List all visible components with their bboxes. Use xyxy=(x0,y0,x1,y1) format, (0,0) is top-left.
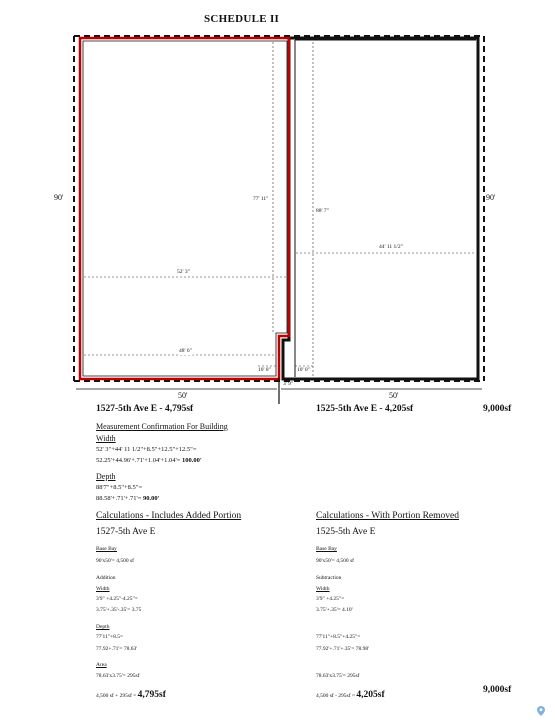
left-width-label: 50' xyxy=(178,391,188,400)
depth-line-1: 88'7"+8.5"+8.5"= xyxy=(96,484,143,491)
calc-left-a2-calc: 4,500 sf + 295sf = xyxy=(96,693,138,699)
width-line-2 xyxy=(96,458,202,465)
width-line-1: 52' 3"+44' 11 1/2"+8.5"+12.5"+12.5"= xyxy=(96,446,197,453)
calc-left-result: 4,795sf xyxy=(137,690,166,700)
calc-left-d2: 77.92+.71'= 78.63' xyxy=(96,646,138,652)
calc-right-d1: 77'11"+8.5"+4.25"= xyxy=(316,634,361,640)
dim-52-label: 52' 3" xyxy=(177,269,190,275)
right-height-label: 90' xyxy=(486,193,496,202)
calc-right-result: 4,205sf xyxy=(356,690,385,700)
calc-right-base-calc: 90'x50'= 4,500 sf xyxy=(316,558,354,564)
dim-48-label: 48' 6" xyxy=(179,348,192,354)
calc-left-a1: 78.63'x3.75'= 295sf xyxy=(96,673,140,679)
left-lot-label: 1527-5th Ave E - 4,795sf xyxy=(96,404,194,414)
calc-left-depth: Depth xyxy=(96,624,110,630)
depth-line-2 xyxy=(96,496,159,503)
calc-left-base-bay: Base Bay xyxy=(96,546,117,552)
left-lot-outline xyxy=(80,38,289,379)
calc-right-d2: 77.92'+.71'+.35'= 78.98' xyxy=(316,646,370,652)
left-lot-inner xyxy=(83,41,287,376)
depth-heading: Depth xyxy=(96,472,116,481)
dim-10b-label: 10' 0" xyxy=(297,367,310,373)
dim-88-label: 88' 7" xyxy=(316,208,329,214)
calc-right-base-bay: Base Bay xyxy=(316,546,337,552)
calc-left-section: Addition xyxy=(96,575,116,581)
calc-left-width: Width xyxy=(96,586,110,592)
confirmation-heading: Measurement Confirmation For Building xyxy=(96,422,228,431)
depth-total: 90.00' xyxy=(143,495,160,502)
calc-right-heading: Calculations - With Portion Removed xyxy=(316,511,459,521)
calc-left-w2: 3.75'+.35'-.35'= 3.75 xyxy=(96,607,142,613)
gap-label: 3' 9" xyxy=(283,381,294,387)
lots-total: 9,000sf xyxy=(483,404,512,414)
page-title: SCHEDULE II xyxy=(204,13,280,25)
calc-left-address: 1527-5th Ave E xyxy=(96,527,156,537)
calc-right-a1: 78.63'x3.75'= 295sf xyxy=(316,673,360,679)
calc-right-w2: 3.75'+.35'= 4.10' xyxy=(316,607,353,613)
dim-44-label: 44' 11 1/2" xyxy=(379,244,403,250)
calc-right-section: Subtraction xyxy=(316,575,342,581)
calc-left-base-calc: 90'x50'= 4,500 sf xyxy=(96,558,134,564)
depth-line-2-calc: 88.58'+.71'+.71'= xyxy=(96,495,144,502)
calc-right-a2 xyxy=(316,685,385,701)
calc-total: 9,000sf xyxy=(483,685,512,695)
dim-10a-label: 10' 8" xyxy=(258,367,271,373)
calc-left-heading: Calculations - Includes Added Portion xyxy=(96,511,242,521)
width-heading: Width xyxy=(96,434,116,443)
left-height-label: 90' xyxy=(54,193,64,202)
calc-left-d1: 77'11"+8.5= xyxy=(96,634,124,640)
width-total: 100.00' xyxy=(181,457,202,464)
location-pin-icon xyxy=(537,704,545,714)
right-lot-label: 1525-5th Ave E - 4,205sf xyxy=(316,404,414,414)
calc-right-w1: 3'9" +4.25"= xyxy=(316,596,345,602)
dim-77-label: 77' 11" xyxy=(253,196,269,202)
calc-right-width: Width xyxy=(316,586,330,592)
width-line-2-calc: 52.25'+44.96'+.71'+1.04'+1.04'= xyxy=(96,457,182,464)
right-building-outline xyxy=(283,38,478,379)
calc-right-a2-calc: 4,500 sf - 295sf = xyxy=(316,693,357,699)
calc-left-area: Area xyxy=(96,662,107,668)
calc-left-a2 xyxy=(96,685,166,701)
calc-right-address: 1525-5th Ave E xyxy=(316,527,376,537)
right-width-label: 50' xyxy=(389,391,399,400)
calc-left-w1: 3'9" +4.25"-4.25"= xyxy=(96,596,138,602)
